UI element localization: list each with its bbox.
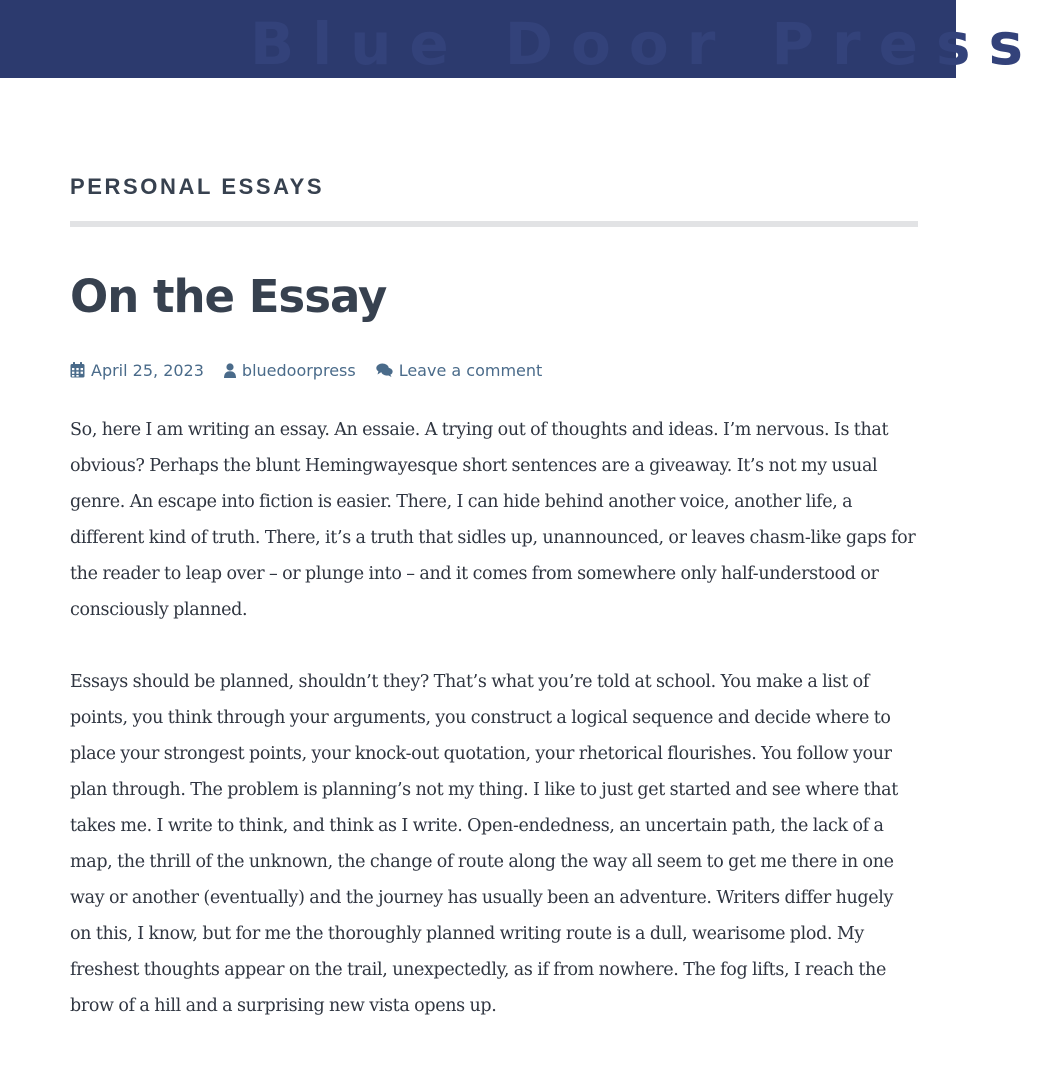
post-date: April 25, 2023 bbox=[91, 360, 204, 380]
category-label: PERSONAL ESSAYS bbox=[70, 174, 325, 199]
post-author: bluedoorpress bbox=[241, 360, 356, 380]
category-divider bbox=[70, 221, 918, 227]
post-date-link[interactable] bbox=[70, 361, 204, 380]
calendar-icon bbox=[70, 362, 85, 378]
post-title: On the Essay bbox=[70, 270, 387, 323]
comments-link-label: Leave a comment bbox=[398, 360, 543, 380]
comments-icon bbox=[376, 363, 393, 377]
paragraph: So, here I am writing an essay. An essaie. A trying out of thoughts and ideas. I’m nervous. Is that obvious? Perhaps the blunt Hemingwayesque short sentences are a giveaway. It’s not my usual genre. An escape into fiction is easier. There, I can hide behind another voice, another life, a different kind of truth. There, it’s a truth that sidles up, unannounced, or leaves chasm-like gaps for the reader to leap over – or plunge into – and it comes from somewhere only half-understood or consciously planned. bbox=[70, 420, 916, 620]
user-icon bbox=[224, 363, 236, 378]
post-author-link[interactable] bbox=[224, 361, 356, 380]
site-header-banner bbox=[0, 0, 1041, 78]
site-header-title[interactable]: Blue Door Press bbox=[250, 10, 1041, 78]
post-meta bbox=[70, 359, 542, 381]
paragraph: Essays should be planned, shouldn’t they? That’s what you’re told at school. You make a list of points, you think through your arguments, you construct a logical sequence and decide where to place your strongest points, your knock-out quotation, your rhetorical flourishes. You follow your plan through. The problem is planning’s not my thing. I like to just get started and see where that takes me. I write to think, and think as I write. Open-endedness, an uncertain path, the lack of a map, the thrill of the unknown, the change of route along the way all seem to get me there in one way or another (eventually) and the journey has usually been an adventure. Writers differ hugely on this, I know, but for me the thoroughly planned writing route is a dull, wearisome plod. My freshest thoughts appear on the trail, unexpectedly, as if from nowhere. The fog lifts, I reach the brow of a hill and a surprising new vista opens up. bbox=[70, 672, 898, 1016]
post-body bbox=[70, 412, 918, 1060]
comments-link[interactable] bbox=[376, 361, 543, 380]
